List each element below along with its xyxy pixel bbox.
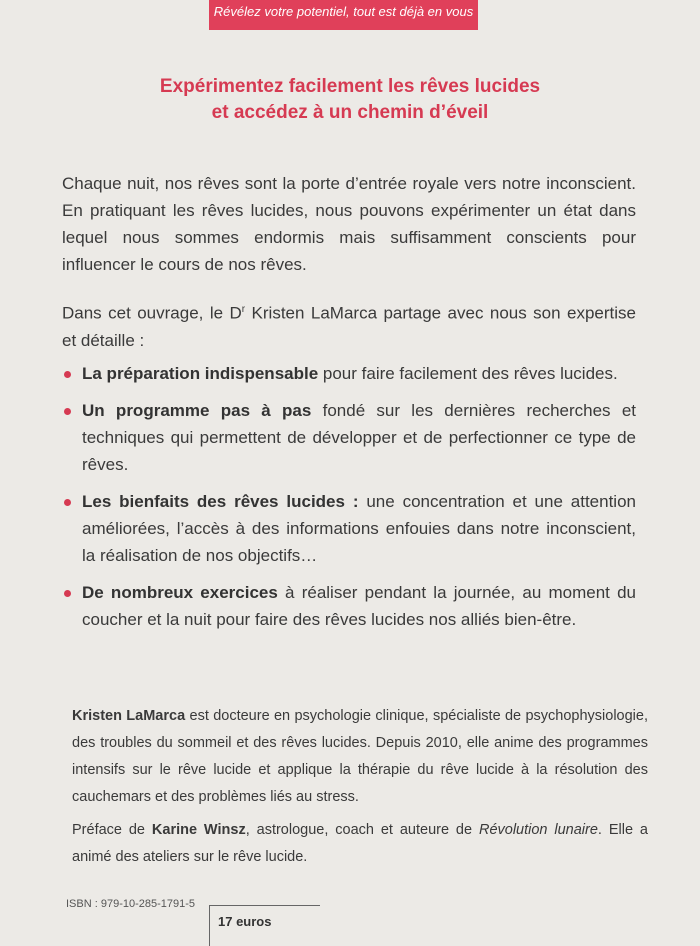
feature-text: à réaliser pendant la journée, au moment du coucher et la nuit pour faire des rêves lucides nos alliés bien-être. [82, 582, 636, 629]
headline-line-2: et accédez à un chemin d’éveil [211, 102, 489, 123]
author-name: Kristen LaMarca [72, 708, 186, 724]
headline [0, 74, 700, 126]
feature-title: De nombreux exercices [82, 582, 278, 602]
author-bio-text: est docteure en psychologie clinique, spécialiste de psychophysiologie, des troubles du sommeil et des rêves lucides. Depuis 2010, elle anime des programmes intensifs sur le rêve lucide et applique la thérapie du rêve lucide à la résolution des cauchemars et des problèmes liés au stress. [72, 708, 648, 805]
list-item [62, 579, 636, 633]
bullet-dot-icon [64, 499, 71, 506]
overview-paragraph [62, 296, 636, 354]
feature-title: La préparation indispensable [82, 363, 319, 383]
author-bio [72, 703, 648, 811]
preface-text-after: . Elle a animé des ateliers sur le rêve lucide. [72, 822, 648, 865]
preface-text-before: Préface de [72, 822, 152, 838]
author-section [72, 703, 648, 871]
bullet-dot-icon [64, 408, 71, 415]
preface-note [72, 817, 648, 871]
bullet-dot-icon [64, 371, 71, 378]
price-box [209, 905, 320, 946]
series-banner: Révélez votre potentiel, tout est déjà en vous [209, 0, 478, 30]
feature-text: une concentration et une attention améliorées, l’accès à des informations enfouies dans notre inconscient, la réalisation de nos objectifs… [82, 491, 636, 565]
bullet-dot-icon [64, 590, 71, 597]
feature-title: Un programme pas à pas [82, 400, 312, 420]
preface-book-title: Révolution lunaire [478, 822, 598, 838]
feature-text: fondé sur les dernières recherches et techniques qui permettent de développer et de perfectionner ce type de rêves. [82, 400, 637, 474]
list-item [62, 488, 636, 569]
intro-paragraph: Chaque nuit, nos rêves sont la porte d’entrée royale vers notre inconscient. En pratiquant les rêves lucides, nous pouvons expérimenter un état dans lequel nous sommes endormis mais suffisamment conscients pour influencer le cours de nos rêves. [62, 174, 636, 274]
list-item [62, 360, 636, 387]
preface-text-middle: , astrologue, coach et auteure de [245, 822, 479, 838]
back-cover-description [62, 170, 636, 643]
feature-title: Les bienfaits des rêves lucides : [82, 491, 359, 511]
price-label: 17 euros [218, 914, 272, 929]
doctor-abbrev-sup: r [241, 304, 246, 315]
list-item [62, 397, 636, 478]
overview-text-after: Kristen LaMarca partage avec nous son expertise et détaille : [62, 303, 637, 350]
isbn-label: ISBN : 979-10-285-1791-5 [66, 898, 196, 910]
feature-text: pour faire facilement des rêves lucides. [318, 363, 618, 383]
headline-line-1: Expérimentez facilement les rêves lucides [159, 76, 541, 97]
preface-author: Karine Winsz [151, 822, 246, 838]
overview-text-before: Dans cet ouvrage, le D [62, 303, 242, 323]
feature-list [62, 360, 636, 633]
